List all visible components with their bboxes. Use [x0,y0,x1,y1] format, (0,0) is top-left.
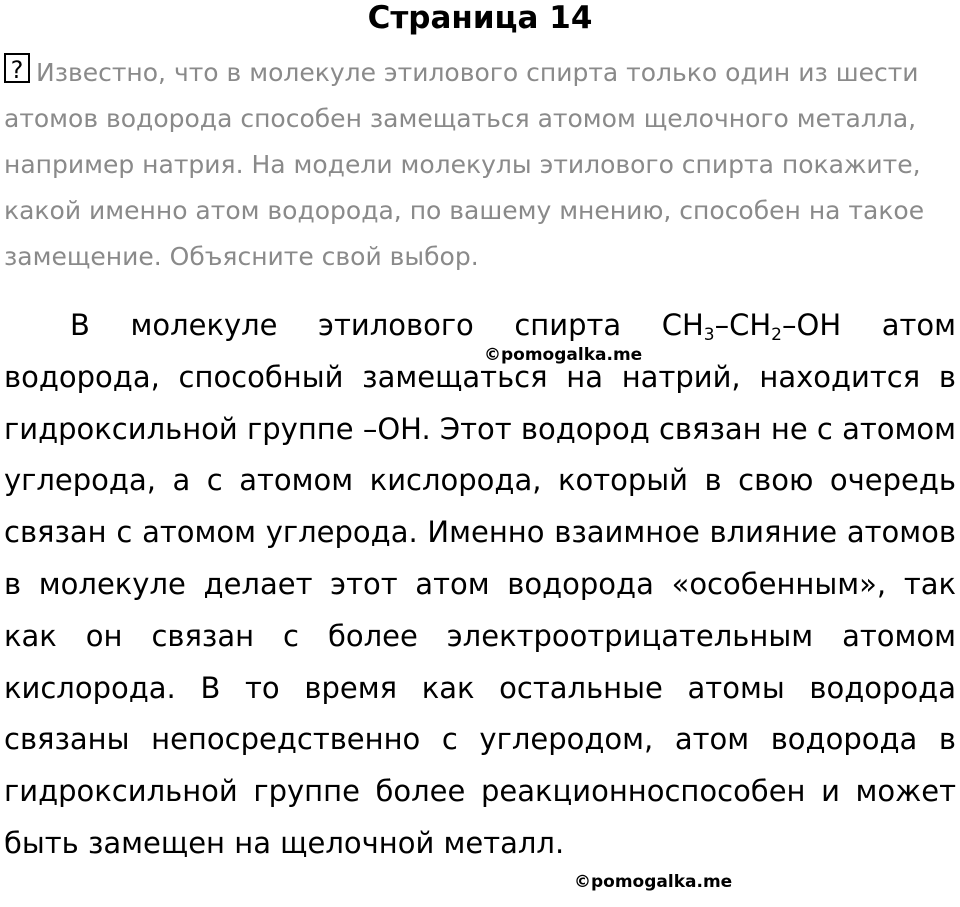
formula-ch3-base: CH [661,308,704,342]
answer-body: атом водорода, способный замещаться на натрий, находится в гидроксильной группе –OH. Этот водород связан не с атомом углерода, а с атомом кислорода, который в свою очередь связан с атомом углерода. Именно взаимное влияние атомов в молекуле делает этот атом водорода «особенным», так как он связан с более электроотрицательным атомом кислорода. В то время как остальные атомы водорода связаны непосредственно с углеродом, атом водорода в гидроксильной группе более реакционноспособен и может быть замещен на щелочной металл. [4,308,956,860]
question-text: Известно, что в молекуле этилового спирта только один из шести атомов водорода способен замещаться атомом щелочного металла, например натрия. На модели молекулы этилового спирта покажите, какой именно атом водорода, по вашему мнению, способен на такое замещение. Объясните свой выбор. [4,58,925,271]
ethanol-formula [661,308,842,345]
answer-intro: В молекуле этилового спирта [70,308,662,342]
page-title: Страница 14 [367,0,593,36]
formula-oh-group: –OH [782,308,842,342]
watermark-bottom: ©pomogalka.me [574,872,733,892]
formula-ch2-base: –CH [714,308,772,342]
question-block [4,50,956,280]
formula-subscript-3: 3 [703,325,715,345]
watermark-top: ©pomogalka.me [484,345,643,365]
answer-paragraph [4,300,956,870]
question-mark-icon: ? [4,53,30,83]
formula-subscript-2: 2 [771,325,782,345]
